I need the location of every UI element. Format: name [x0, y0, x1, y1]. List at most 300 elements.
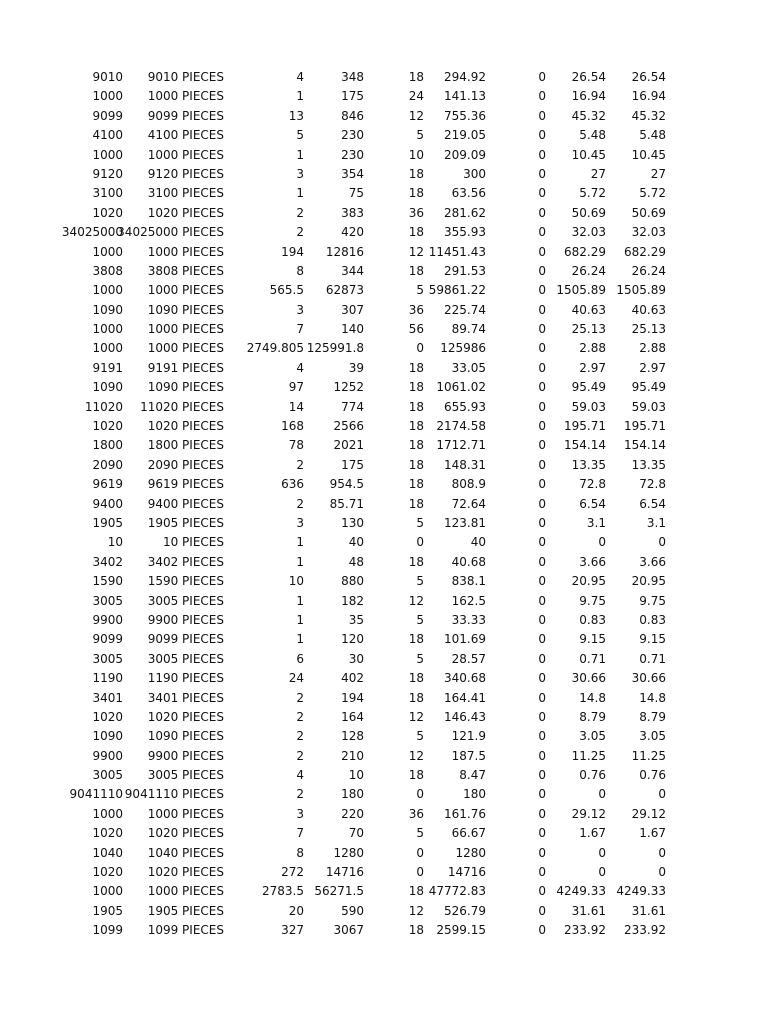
total-tax-cell: 3.66: [639, 554, 666, 569]
quantity-cell: 1: [296, 632, 304, 647]
total-tax-cell: 0: [658, 535, 666, 550]
zero-cell: 0: [538, 729, 546, 744]
quantity-cell: 20: [288, 903, 304, 918]
table-row: [0, 533, 768, 552]
table-row: [0, 68, 768, 87]
table-row: [0, 165, 768, 184]
amount-cell: 2566: [333, 419, 364, 434]
amount-cell: 2021: [333, 438, 364, 453]
total-tax-cell: 10.45: [631, 147, 666, 162]
zero-cell: 0: [538, 554, 546, 569]
taxable-cell: 1061.02: [436, 380, 486, 395]
code-cell: 9099: [92, 632, 123, 647]
zero-cell: 0: [538, 903, 546, 918]
table-row: [0, 398, 768, 417]
description-cell: 1190 PIECES: [147, 671, 224, 686]
tax-cell: 45.32: [571, 108, 606, 123]
taxable-cell: 2599.15: [436, 923, 486, 938]
code-cell: 11020: [84, 399, 123, 414]
code-cell: 3402: [92, 554, 123, 569]
amount-cell: 175: [341, 89, 364, 104]
zero-cell: 0: [538, 535, 546, 550]
amount-cell: 12816: [325, 244, 364, 259]
table-row: [0, 785, 768, 804]
table-row: [0, 436, 768, 455]
amount-cell: 182: [341, 593, 364, 608]
code-cell: 3401: [92, 690, 123, 705]
amount-cell: 62873: [325, 283, 364, 298]
amount-cell: 344: [341, 263, 364, 278]
taxable-cell: 14716: [447, 865, 486, 880]
table-row: [0, 902, 768, 921]
quantity-cell: 1: [296, 612, 304, 627]
amount-cell: 14716: [325, 865, 364, 880]
description-cell: 10 PIECES: [162, 535, 224, 550]
rate-cell: 18: [408, 166, 424, 181]
description-cell: 9120 PIECES: [147, 166, 224, 181]
taxable-cell: 59861.22: [428, 283, 486, 298]
zero-cell: 0: [538, 884, 546, 899]
total-tax-cell: 682.29: [624, 244, 666, 259]
rate-cell: 5: [416, 574, 424, 589]
zero-cell: 0: [538, 457, 546, 472]
description-cell: 9400 PIECES: [147, 496, 224, 511]
amount-cell: 85.71: [329, 496, 364, 511]
rate-cell: 36: [408, 302, 424, 317]
zero-cell: 0: [538, 419, 546, 434]
description-cell: 1000 PIECES: [147, 147, 224, 162]
amount-cell: 846: [341, 108, 364, 123]
zero-cell: 0: [538, 322, 546, 337]
code-cell: 1020: [92, 826, 123, 841]
code-cell: 1000: [92, 341, 123, 356]
rate-cell: 18: [408, 419, 424, 434]
code-cell: 2090: [92, 457, 123, 472]
quantity-cell: 565.5: [269, 283, 304, 298]
tax-cell: 3.66: [579, 554, 606, 569]
amount-cell: 230: [341, 147, 364, 162]
rate-cell: 18: [408, 768, 424, 783]
tax-cell: 4249.33: [556, 884, 606, 899]
total-tax-cell: 26.24: [631, 263, 666, 278]
code-cell: 3005: [92, 593, 123, 608]
tax-cell: 27: [590, 166, 606, 181]
table-row: [0, 592, 768, 611]
zero-cell: 0: [538, 147, 546, 162]
rate-cell: 12: [408, 244, 424, 259]
description-cell: 1090 PIECES: [147, 302, 224, 317]
table-row: [0, 650, 768, 669]
tax-cell: 11.25: [571, 748, 606, 763]
taxable-cell: 125986: [440, 341, 486, 356]
description-cell: 1000 PIECES: [147, 89, 224, 104]
taxable-cell: 838.1: [451, 574, 486, 589]
table-row: [0, 514, 768, 533]
table-row: [0, 107, 768, 126]
description-cell: 1020 PIECES: [147, 205, 224, 220]
amount-cell: 10: [348, 768, 364, 783]
taxable-cell: 47772.83: [428, 884, 486, 899]
total-tax-cell: 29.12: [631, 806, 666, 821]
zero-cell: 0: [538, 612, 546, 627]
tax-cell: 14.8: [579, 690, 606, 705]
tax-cell: 9.15: [579, 632, 606, 647]
rate-cell: 12: [408, 108, 424, 123]
taxable-cell: 101.69: [444, 632, 486, 647]
code-cell: 3100: [92, 186, 123, 201]
amount-cell: 954.5: [329, 477, 364, 492]
table-row: [0, 921, 768, 940]
tax-cell: 3.05: [579, 729, 606, 744]
taxable-cell: 655.93: [444, 399, 486, 414]
quantity-cell: 4: [296, 768, 304, 783]
quantity-cell: 10: [288, 574, 304, 589]
taxable-cell: 294.92: [444, 70, 486, 84]
total-tax-cell: 27: [650, 166, 666, 181]
total-tax-cell: 32.03: [631, 225, 666, 240]
table-row: [0, 301, 768, 320]
zero-cell: 0: [538, 690, 546, 705]
rate-cell: 0: [416, 535, 424, 550]
zero-cell: 0: [538, 438, 546, 453]
table-row: [0, 844, 768, 863]
quantity-cell: 3: [296, 166, 304, 181]
quantity-cell: 1: [296, 535, 304, 550]
table-row: [0, 572, 768, 591]
taxable-cell: 40.68: [451, 554, 486, 569]
description-cell: 1020 PIECES: [147, 865, 224, 880]
zero-cell: 0: [538, 360, 546, 375]
quantity-cell: 4: [296, 70, 304, 84]
tax-cell: 9.75: [579, 593, 606, 608]
code-cell: 1905: [92, 903, 123, 918]
quantity-cell: 2: [296, 690, 304, 705]
rate-cell: 18: [408, 457, 424, 472]
taxable-cell: 121.9: [451, 729, 486, 744]
taxable-cell: 63.56: [451, 186, 486, 201]
table-row: [0, 727, 768, 746]
tax-cell: 195.71: [564, 419, 606, 434]
table-row: [0, 184, 768, 203]
quantity-cell: 14: [288, 399, 304, 414]
zero-cell: 0: [538, 263, 546, 278]
rate-cell: 0: [416, 341, 424, 356]
table-row: [0, 553, 768, 572]
total-tax-cell: 3.1: [646, 515, 666, 530]
zero-cell: 0: [538, 205, 546, 220]
description-cell: 1000 PIECES: [147, 322, 224, 337]
taxable-cell: 146.43: [444, 709, 486, 724]
tax-cell: 0.71: [579, 651, 606, 666]
quantity-cell: 168: [281, 419, 304, 434]
taxable-cell: 526.79: [444, 903, 486, 918]
table-row: [0, 475, 768, 494]
amount-cell: 354: [341, 166, 364, 181]
code-cell: 1020: [92, 709, 123, 724]
rate-cell: 18: [408, 496, 424, 511]
description-cell: 3005 PIECES: [147, 593, 224, 608]
total-tax-cell: 25.13: [631, 322, 666, 337]
rate-cell: 18: [408, 399, 424, 414]
tax-cell: 30.66: [571, 671, 606, 686]
taxable-cell: 281.62: [444, 205, 486, 220]
description-cell: 1590 PIECES: [147, 574, 224, 589]
tax-cell: 2.88: [579, 341, 606, 356]
amount-cell: 230: [341, 128, 364, 143]
rate-cell: 5: [416, 729, 424, 744]
table-row: [0, 146, 768, 165]
code-cell: 1090: [92, 380, 123, 395]
quantity-cell: 1: [296, 554, 304, 569]
tax-cell: 29.12: [571, 806, 606, 821]
description-cell: 3401 PIECES: [147, 690, 224, 705]
code-cell: 9900: [92, 748, 123, 763]
total-tax-cell: 16.94: [631, 89, 666, 104]
quantity-cell: 8: [296, 263, 304, 278]
description-cell: 1000 PIECES: [147, 341, 224, 356]
description-cell: 9191 PIECES: [147, 360, 224, 375]
zero-cell: 0: [538, 225, 546, 240]
total-tax-cell: 95.49: [631, 380, 666, 395]
total-tax-cell: 195.71: [624, 419, 666, 434]
quantity-cell: 97: [288, 380, 304, 395]
amount-cell: 30: [348, 651, 364, 666]
quantity-cell: 636: [281, 477, 304, 492]
taxable-cell: 33.33: [451, 612, 486, 627]
taxable-cell: 291.53: [444, 263, 486, 278]
description-cell: 9099 PIECES: [147, 108, 224, 123]
tax-cell: 0.83: [579, 612, 606, 627]
taxable-cell: 66.67: [451, 826, 486, 841]
taxable-cell: 300: [463, 166, 486, 181]
rate-cell: 18: [408, 186, 424, 201]
code-cell: 1020: [92, 419, 123, 434]
rate-cell: 18: [408, 380, 424, 395]
code-cell: 1590: [92, 574, 123, 589]
table-row: [0, 456, 768, 475]
description-cell: 9099 PIECES: [147, 632, 224, 647]
amount-cell: 220: [341, 806, 364, 821]
taxable-cell: 225.74: [444, 302, 486, 317]
taxable-cell: 808.9: [451, 477, 486, 492]
code-cell: 9010: [92, 70, 123, 84]
description-cell: 1000 PIECES: [147, 884, 224, 899]
quantity-cell: 2: [296, 205, 304, 220]
quantity-cell: 194: [281, 244, 304, 259]
code-cell: 1020: [92, 865, 123, 880]
zero-cell: 0: [538, 651, 546, 666]
zero-cell: 0: [538, 496, 546, 511]
table-row: [0, 243, 768, 262]
total-tax-cell: 50.69: [631, 205, 666, 220]
table-row: [0, 495, 768, 514]
rate-cell: 18: [408, 70, 424, 84]
rate-cell: 0: [416, 845, 424, 860]
code-cell: 1000: [92, 147, 123, 162]
rate-cell: 18: [408, 690, 424, 705]
rate-cell: 0: [416, 787, 424, 802]
spreadsheet-table: [0, 68, 768, 941]
total-tax-cell: 0.83: [639, 612, 666, 627]
tax-cell: 0: [598, 865, 606, 880]
total-tax-cell: 40.63: [631, 302, 666, 317]
table-row: [0, 630, 768, 649]
code-cell: 3005: [92, 651, 123, 666]
amount-cell: 194: [341, 690, 364, 705]
amount-cell: 348: [341, 70, 364, 84]
amount-cell: 307: [341, 302, 364, 317]
total-tax-cell: 6.54: [639, 496, 666, 511]
zero-cell: 0: [538, 477, 546, 492]
zero-cell: 0: [538, 593, 546, 608]
tax-cell: 0: [598, 787, 606, 802]
zero-cell: 0: [538, 302, 546, 317]
rate-cell: 0: [416, 865, 424, 880]
table-row: [0, 320, 768, 339]
taxable-cell: 141.13: [444, 89, 486, 104]
tax-cell: 72.8: [579, 477, 606, 492]
tax-cell: 1505.89: [556, 283, 606, 298]
code-cell: 1040: [92, 845, 123, 860]
amount-cell: 1252: [333, 380, 364, 395]
rate-cell: 5: [416, 128, 424, 143]
description-cell: 1905 PIECES: [147, 515, 224, 530]
rate-cell: 36: [408, 806, 424, 821]
taxable-cell: 187.5: [451, 748, 486, 763]
zero-cell: 0: [538, 768, 546, 783]
tax-cell: 95.49: [571, 380, 606, 395]
description-cell: 11020 PIECES: [140, 399, 224, 414]
zero-cell: 0: [538, 89, 546, 104]
tax-cell: 16.94: [571, 89, 606, 104]
taxable-cell: 11451.43: [428, 244, 486, 259]
total-tax-cell: 9.75: [639, 593, 666, 608]
amount-cell: 140: [341, 322, 364, 337]
quantity-cell: 2749.805: [246, 341, 304, 356]
description-cell: 3402 PIECES: [147, 554, 224, 569]
zero-cell: 0: [538, 787, 546, 802]
taxable-cell: 162.5: [451, 593, 486, 608]
rate-cell: 10: [408, 147, 424, 162]
taxable-cell: 40: [470, 535, 486, 550]
taxable-cell: 340.68: [444, 671, 486, 686]
quantity-cell: 78: [288, 438, 304, 453]
description-cell: 1000 PIECES: [147, 244, 224, 259]
total-tax-cell: 0: [658, 845, 666, 860]
zero-cell: 0: [538, 845, 546, 860]
quantity-cell: 2: [296, 457, 304, 472]
description-cell: 1905 PIECES: [147, 903, 224, 918]
description-cell: 1099 PIECES: [147, 923, 224, 938]
code-cell: 4100: [92, 128, 123, 143]
zero-cell: 0: [538, 244, 546, 259]
table-row: [0, 339, 768, 358]
total-tax-cell: 0: [658, 787, 666, 802]
table-row: [0, 805, 768, 824]
description-cell: 34025000 PIECES: [117, 225, 224, 240]
zero-cell: 0: [538, 515, 546, 530]
table-row: [0, 882, 768, 901]
rate-cell: 5: [416, 515, 424, 530]
amount-cell: 39: [348, 360, 364, 375]
quantity-cell: 327: [281, 923, 304, 938]
taxable-cell: 28.57: [451, 651, 486, 666]
description-cell: 3005 PIECES: [147, 651, 224, 666]
taxable-cell: 33.05: [451, 360, 486, 375]
quantity-cell: 13: [288, 108, 304, 123]
description-cell: 1040 PIECES: [147, 845, 224, 860]
zero-cell: 0: [538, 574, 546, 589]
amount-cell: 175: [341, 457, 364, 472]
table-row: [0, 359, 768, 378]
rate-cell: 12: [408, 748, 424, 763]
total-tax-cell: 11.25: [631, 748, 666, 763]
tax-cell: 5.48: [579, 128, 606, 143]
total-tax-cell: 59.03: [631, 399, 666, 414]
code-cell: 9041110: [69, 787, 123, 802]
table-row: [0, 87, 768, 106]
tax-cell: 682.29: [564, 244, 606, 259]
total-tax-cell: 72.8: [639, 477, 666, 492]
tax-cell: 1.67: [579, 826, 606, 841]
taxable-cell: 755.36: [444, 108, 486, 123]
taxable-cell: 164.41: [444, 690, 486, 705]
amount-cell: 128: [341, 729, 364, 744]
total-tax-cell: 154.14: [624, 438, 666, 453]
code-cell: 1090: [92, 302, 123, 317]
total-tax-cell: 0: [658, 865, 666, 880]
tax-cell: 32.03: [571, 225, 606, 240]
amount-cell: 1280: [333, 845, 364, 860]
total-tax-cell: 20.95: [631, 574, 666, 589]
amount-cell: 402: [341, 671, 364, 686]
amount-cell: 120: [341, 632, 364, 647]
tax-cell: 10.45: [571, 147, 606, 162]
taxable-cell: 72.64: [451, 496, 486, 511]
total-tax-cell: 8.79: [639, 709, 666, 724]
code-cell: 9900: [92, 612, 123, 627]
code-cell: 1000: [92, 89, 123, 104]
quantity-cell: 2: [296, 496, 304, 511]
tax-cell: 233.92: [564, 923, 606, 938]
taxable-cell: 148.31: [444, 457, 486, 472]
table-row: [0, 378, 768, 397]
amount-cell: 35: [348, 612, 364, 627]
quantity-cell: 24: [288, 671, 304, 686]
rate-cell: 18: [408, 632, 424, 647]
description-cell: 9041110 PIECES: [124, 787, 224, 802]
description-cell: 1000 PIECES: [147, 283, 224, 298]
rate-cell: 18: [408, 554, 424, 569]
zero-cell: 0: [538, 923, 546, 938]
code-cell: 3005: [92, 768, 123, 783]
rate-cell: 24: [408, 89, 424, 104]
total-tax-cell: 1505.89: [616, 283, 666, 298]
description-cell: 1800 PIECES: [147, 438, 224, 453]
quantity-cell: 7: [296, 826, 304, 841]
description-cell: 3100 PIECES: [147, 186, 224, 201]
quantity-cell: 1: [296, 147, 304, 162]
total-tax-cell: 233.92: [624, 923, 666, 938]
rate-cell: 18: [408, 225, 424, 240]
tax-cell: 3.1: [586, 515, 606, 530]
table-row: [0, 747, 768, 766]
quantity-cell: 2: [296, 729, 304, 744]
total-tax-cell: 3.05: [639, 729, 666, 744]
zero-cell: 0: [538, 826, 546, 841]
total-tax-cell: 30.66: [631, 671, 666, 686]
tax-cell: 5.72: [579, 186, 606, 201]
